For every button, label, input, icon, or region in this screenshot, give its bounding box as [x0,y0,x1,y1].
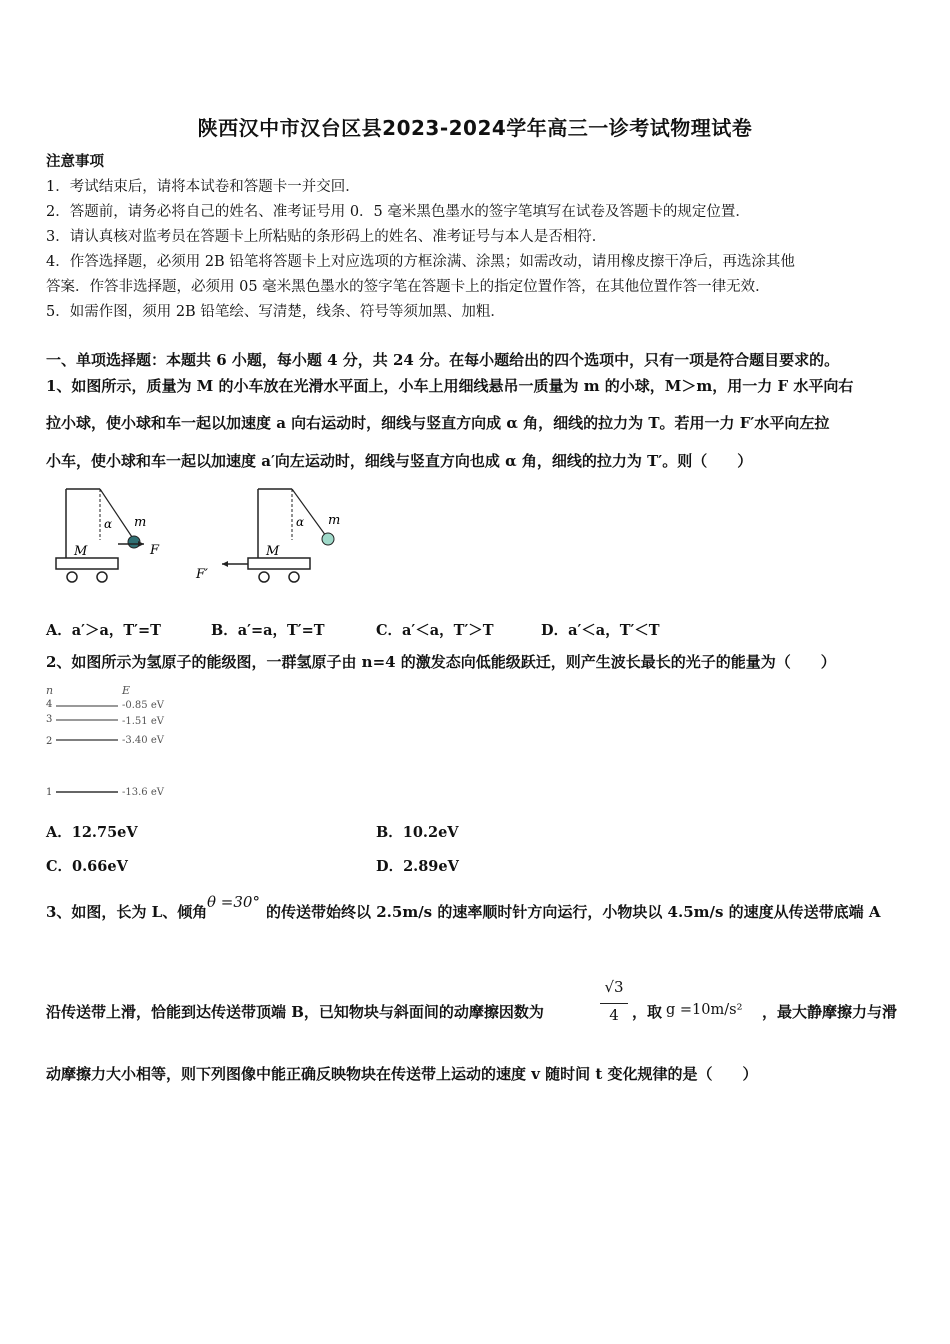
m-label: m [328,513,341,528]
level-n: 2 [46,736,53,747]
level-energy: -0.85 eV [122,700,164,711]
section-heading: 一、单项选择题：本题共 6 小题，每小题 4 分，共 24 分。在每小题给出的四个选项中，只有一项是符合题目要求的。 [46,351,840,369]
notice-item: 2．答题前，请务必将自己的姓名、准考证号用 0．5 毫米黑色墨水的签字笔填写在试卷及答题卡的规定位置． [46,204,750,220]
level-energy: -3.40 eV [122,735,164,746]
q1-text-line: 小车，使小球和车一起以加速度 a′向左运动时，细线与竖直方向也成 α 角，细线的拉力为 T′。则（ ） [46,452,753,470]
q2-option-c: C．0.66eV [46,858,128,875]
q3-text-part: ，取 [632,1003,663,1021]
notice-heading: 注意事项 [46,153,104,170]
g-formula: g =10m/s² [666,1002,743,1018]
q1-cart-figure [46,482,366,592]
level-n: 3 [46,714,53,725]
q1-option-b: B．a′=a，T′=T [211,622,325,639]
q3-text-part: 的传送带始终以 2.5m/s 的速率顺时针方向运行，小物块以 4.5m/s 的速度从传送带底端 A [266,903,881,921]
level-energy: -1.51 eV [122,716,164,727]
fraction-denominator: 4 [609,1006,619,1024]
notice-item: 1．考试结束后，请将本试卷和答题卡一并交回． [46,179,360,195]
level-n: 1 [46,787,53,798]
q2-option-a: A．12.75eV [46,824,138,841]
m-label: m [134,515,147,530]
fraction-numerator: √3 [604,978,624,996]
level-energy: -13.6 eV [122,787,164,798]
theta-formula: θ =30° [207,893,260,911]
page-title: 陕西汉中市汉台区县2023-2024学年高三一诊考试物理试卷 [197,116,753,140]
q3-text-part: ，最大静摩擦力与滑 [762,1003,898,1021]
energy-level-diagram [40,682,200,802]
notice-item: 4．作答选择题，必须用 2B 铅笔将答题卡上对应选项的方框涂满、涂黑；如需改动，请用橡皮擦干净后，再选涂其他 [46,254,795,270]
F-prime-label: F′ [196,567,208,582]
n-axis-label: n [46,684,54,697]
q1-option-c: C．a′＜a，T′＞T [376,622,494,639]
q3-text-part: 3、如图，长为 L、倾角 [46,903,208,921]
alpha-label: α [104,517,113,531]
M-label: M [74,544,88,559]
q1-text-line: 拉小球，使小球和车一起以加速度 a 向右运动时，细线与竖直方向成 α 角，细线的拉力为 T。若用一力 F′水平向左拉 [46,414,830,432]
alpha-label: α [296,515,305,529]
q2-option-d: D．2.89eV [376,858,459,875]
q2-text: 2、如图所示为氢原子的能级图，一群氢原子由 n=4 的激发态向低能级跃迁，则产生波长最长的光子的能量为（ ） [46,653,836,671]
q2-option-b: B．10.2eV [376,824,459,841]
notice-item: 答案．作答非选择题，必须用 05 毫米黑色墨水的签字笔在答题卡上的指定位置作答，在其他位置作答一律无效． [46,279,770,295]
right-cart [195,489,340,582]
level-n: 4 [46,699,53,710]
notice-item: 3．请认真核对监考员在答题卡上所粘贴的条形码上的姓名、准考证号与本人是否相符． [46,229,607,245]
q1-option-a: A．a′＞a，T′=T [46,622,161,639]
e-axis-label: E [122,684,131,697]
left-cart [56,489,160,582]
M-label: M [266,544,280,559]
notice-item: 5．如需作图，须用 2B 铅笔绘、写清楚，线条、符号等须加黑、加粗． [46,304,505,320]
F-label: F [150,543,160,558]
q3-text-part: 沿传送带上滑，恰能到达传送带顶端 B，已知物块与斜面间的动摩擦因数为 [46,1003,544,1021]
fraction-bar [600,1003,628,1004]
q1-text-line: 1、如图所示，质量为 M 的小车放在光滑水平面上，小车上用细线悬吊一质量为 m 的小球，M＞m，用一力 F 水平向右 [46,377,854,395]
q1-option-d: D．a′＜a，T′＜T [541,622,660,639]
q3-text-part: 动摩擦力大小相等，则下列图像中能正确反映物块在传送带上运动的速度 v 随时间 t 变化规律的是（ ） [46,1065,758,1083]
